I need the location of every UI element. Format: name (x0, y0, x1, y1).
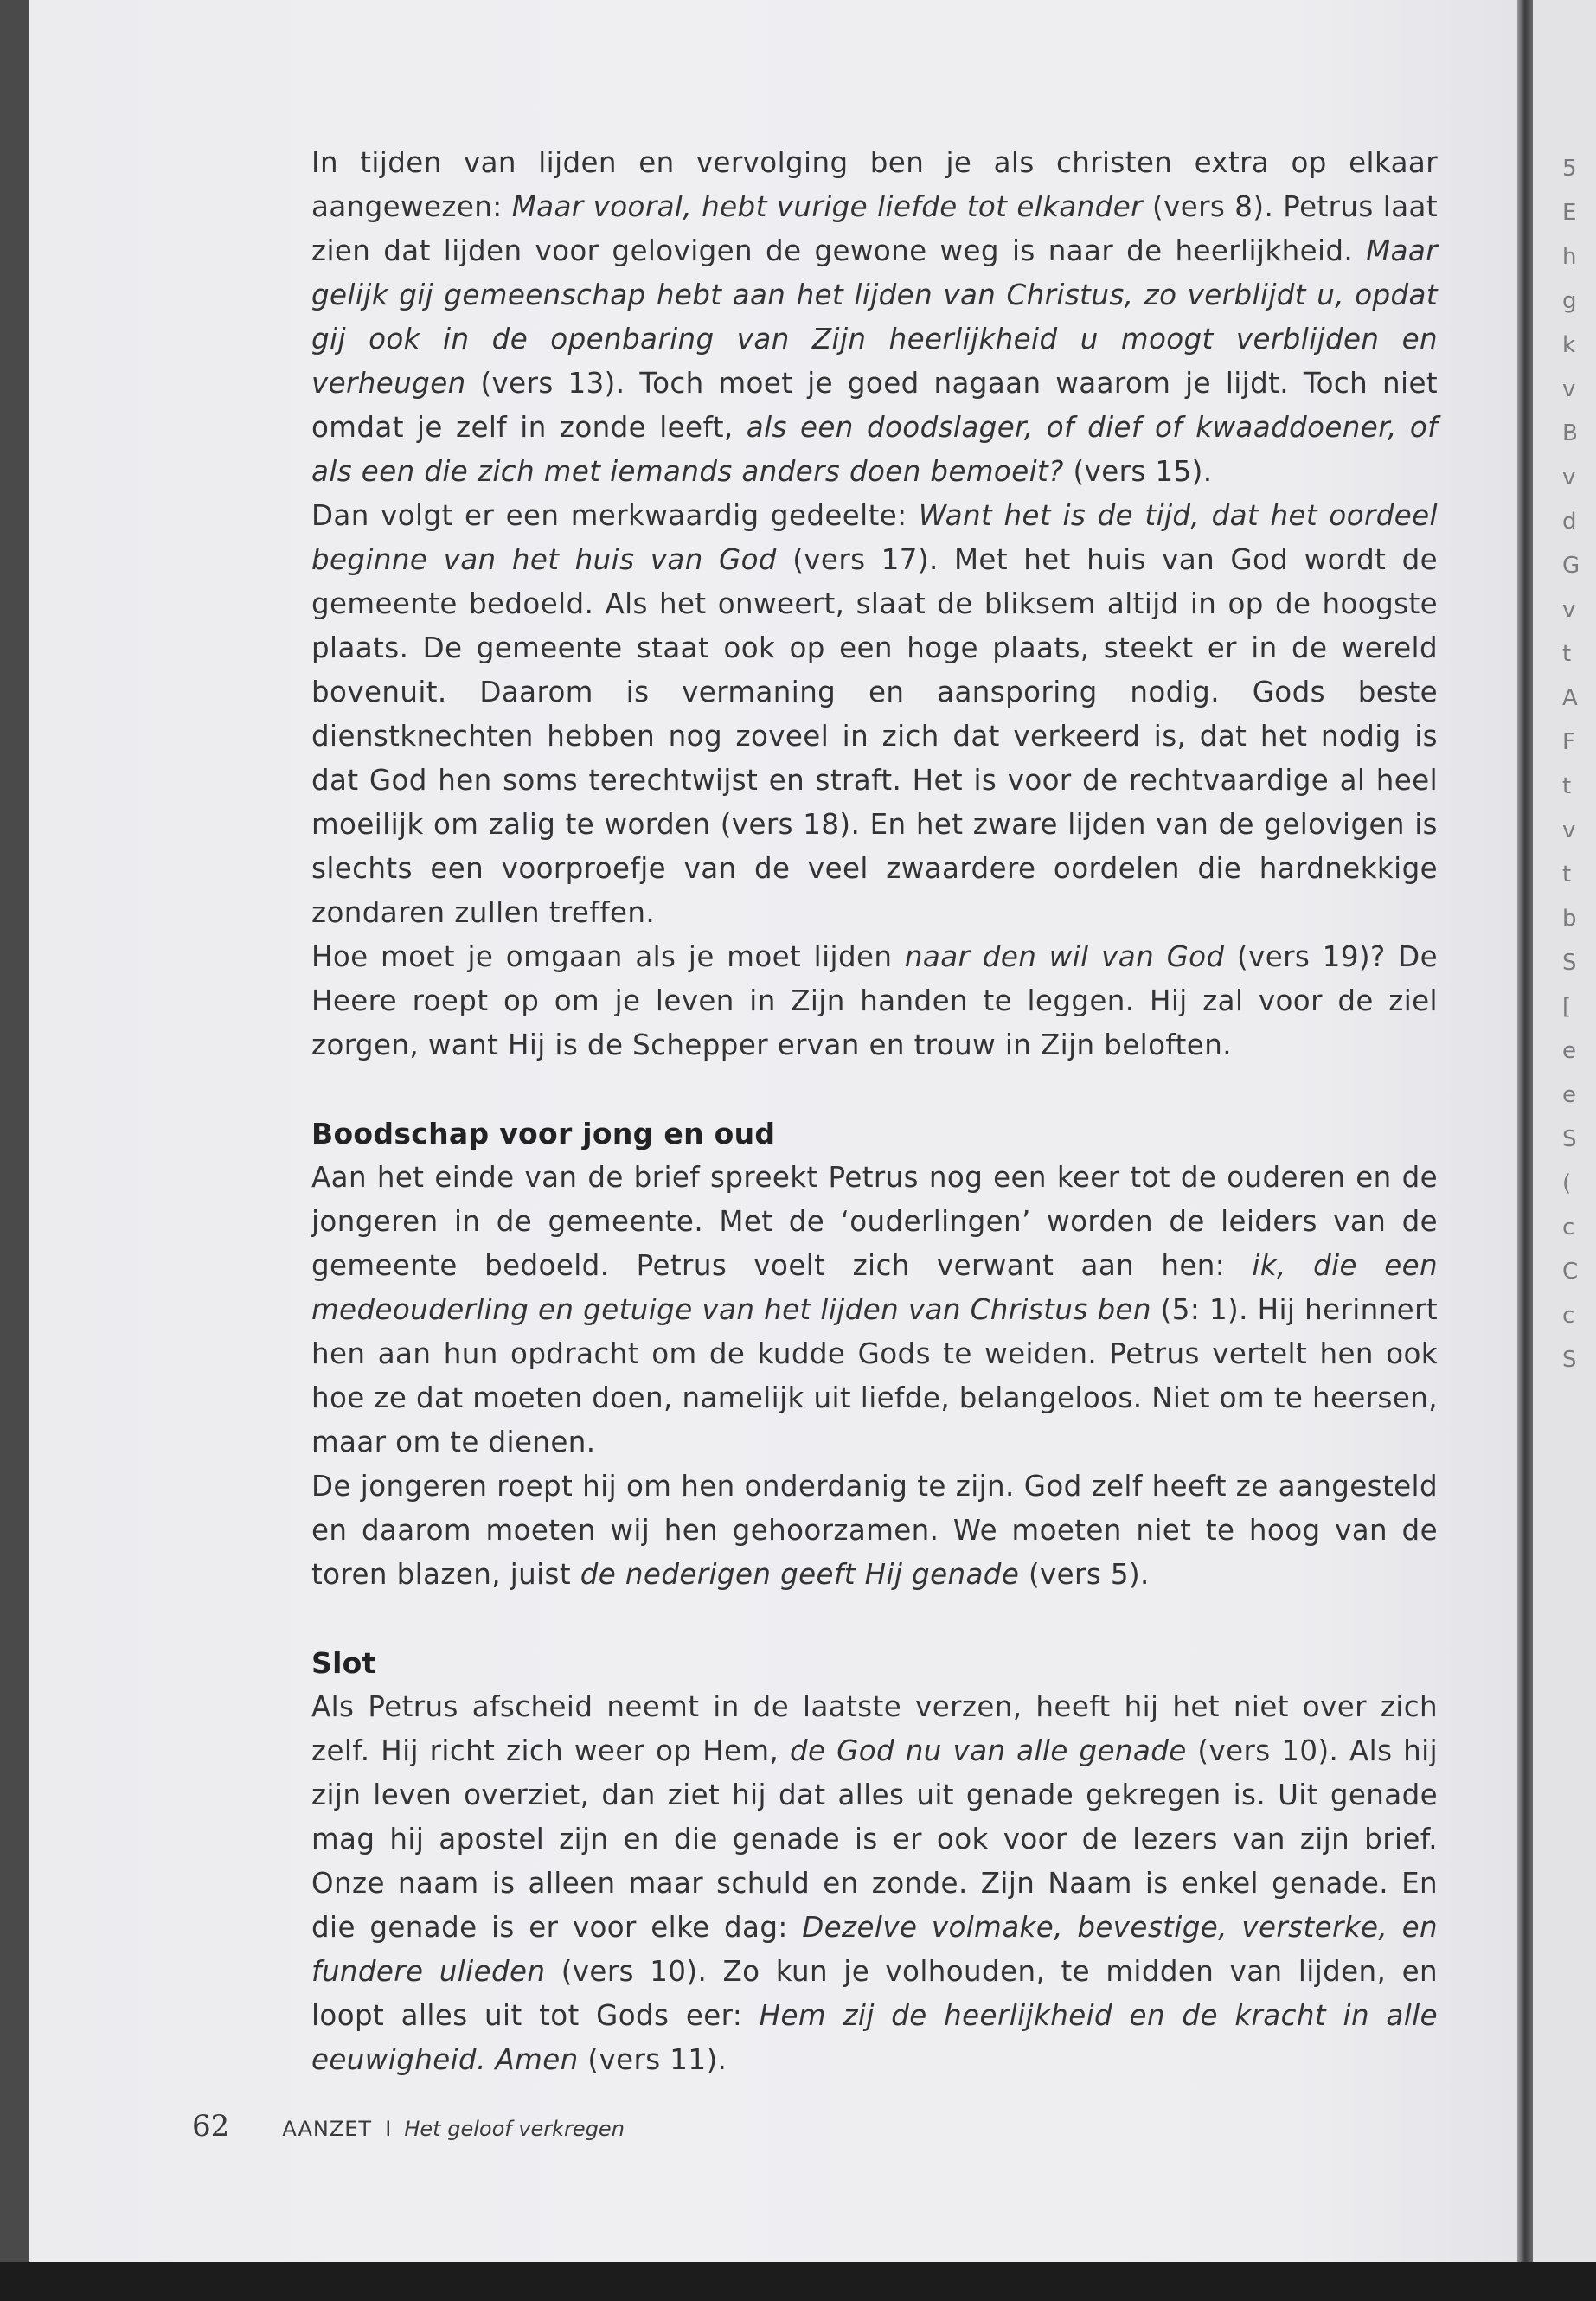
edge-letter: F (1562, 729, 1575, 755)
scripture-quote: Want het is de tijd, dat het oordeel beginne van het huis van God (311, 499, 1438, 576)
edge-letter: c (1562, 1215, 1575, 1240)
edge-letter: b (1562, 906, 1577, 932)
edge-letter: 5 (1562, 156, 1577, 182)
next-page-edge-letters (1562, 147, 1590, 1382)
book-gutter (1517, 0, 1533, 2301)
edge-letter: t (1562, 641, 1572, 667)
edge-letter: e (1562, 1038, 1576, 1064)
edge-letter: S (1562, 950, 1577, 976)
scripture-quote: naar den wil van God (904, 940, 1225, 973)
edge-letter: d (1562, 509, 1577, 535)
edge-letter: E (1562, 200, 1577, 226)
edge-letter: A (1562, 685, 1578, 711)
edge-letter: v (1562, 817, 1576, 843)
edge-letter: ( (1562, 1170, 1572, 1196)
edge-letter: v (1562, 376, 1576, 402)
edge-letter: v (1562, 597, 1576, 623)
scan-left-margin (0, 0, 29, 2301)
edge-letter: t (1562, 773, 1572, 799)
paragraph-2: Dan volgt er een merkwaardig gedeelte: Want het is de tijd, dat het oordeel beginne van het huis van God (vers 17). Met het huis van God wordt de gemeente bedoeld. Als het onweert, slaat de bliksem altijd in op de hoogste plaats. De gemeente staat ook op een hoge plaats, steekt er in de wereld bovenuit. Daarom is vermaning en aansporing nodig. Gods beste dienstknechten hebben nog zoveel in zich dat verkeerd is, dat het nodig is dat God hen soms terechtwijst en straft. Het is voor de rechtvaardige al heel moeilijk om zalig te worden (vers 18). En het zware lijden van de gelovigen is slechts een voorproefje van de veel zwaardere oordelen die hardnekkige zondaren zullen treffen. (311, 499, 1438, 929)
paragraph-4: Aan het einde van de brief spreekt Petrus nog een keer tot de ouderen en de jongeren in de gemeente. Met de ‘ouderlingen’ worden de leiders van de gemeente bedoeld. Petrus voelt zich verwant aan hen: ik, die een medeouderling en getuige van het lijden van Christus ben (5: 1). Hij herinnert hen aan hun opdracht om de kudde Gods te weiden. Petrus vertelt hen ook hoe ze dat moeten doen, namelijk uit liefde, belangeloos. Niet om te heersen, maar om te dienen. (311, 1161, 1438, 1458)
scripture-quote: Maar gelijk gij gemeenschap hebt aan het lijden van Christus, zo verblijdt u, opdat gij ook in de openbaring van Zijn heerlijkheid u moogt verblijden en verheugen (311, 234, 1438, 400)
scripture-quote: ik, die een medeouderling en getuige van het lijden van Christus ben (311, 1249, 1438, 1326)
edge-letter: S (1562, 1347, 1577, 1373)
page-footer (192, 2109, 625, 2144)
paragraph-1: In tijden van lijden en vervolging ben je als christen extra op elkaar aangewezen: Maar vooral, hebt vurige liefde tot elkander (vers 8). Petrus laat zien dat lijden voor gelovigen de gewone weg is naar de heerlijkheid. Maar gelijk gij gemeenschap hebt aan het lijden van Christus, zo verblijdt u, opdat gij ook in de openbaring van Zijn heerlijkheid u moogt verblijden en verheugen (vers 13). Toch moet je goed nagaan waarom je lijdt. Toch niet omdat je zelf in zonde leeft, als een doodslager, of dief of kwaaddoener, of als een die zich met iemands anders doen bemoeit? (vers 15). (311, 146, 1439, 488)
scripture-quote: de nederigen geeft Hij genade (580, 1558, 1020, 1591)
edge-letter: t (1562, 862, 1572, 888)
section-heading-boodschap: Boodschap voor jong en oud (311, 1117, 776, 1150)
edge-letter: G (1562, 553, 1580, 579)
series-name: AANZET (282, 2117, 373, 2141)
scripture-quote: als een doodslager, of dief of kwaaddoener, of als een die zich met iemands anders doen bemoeit? (311, 411, 1439, 488)
edge-letter: [ (1562, 994, 1572, 1020)
edge-letter: g (1562, 288, 1577, 314)
scripture-quote: Maar vooral, hebt vurige liefde tot elkander (511, 190, 1143, 223)
edge-letter: v (1562, 465, 1576, 490)
scripture-quote: Dezelve volmake, bevestige, versterke, en fundere ulieden (311, 1911, 1438, 1988)
page-body (311, 141, 1438, 2082)
page-number: 62 (192, 2109, 230, 2144)
section-heading-slot: Slot (311, 1646, 376, 1680)
paragraph-3: Hoe moet je omgaan als je moet lijden naar den wil van God (vers 19)? De Heere roept op om je leven in Zijn handen te leggen. Hij zal voor de ziel zorgen, want Hij is de Schepper ervan en trouw in Zijn beloften. (311, 940, 1438, 1061)
book-title: Het geloof verkregen (404, 2117, 625, 2141)
paragraph-6: Als Petrus afscheid neemt in de laatste verzen, heeft hij het niet over zich zelf. Hij richt zich weer op Hem, de God nu van alle genade (vers 10). Als hij zijn leven overziet, dan ziet hij dat alles uit genade gekregen is. Uit genade mag hij apostel zijn en die genade is er ook voor de lezers van zijn brief. Onze naam is alleen maar schuld en zonde. Zijn Naam is enkel genade. En die genade is er voor elke dag: Dezelve volmake, bevestige, versterke, en fundere ulieden (vers 10). Zo kun je volhouden, te midden van lijden, en loopt alles uit tot Gods eer: Hem zij de heerlijkheid en de kracht in alle eeuwigheid. Amen (vers 11). (311, 1690, 1439, 2076)
section-gap (311, 1597, 1438, 1641)
edge-letter: S (1562, 1126, 1577, 1152)
paragraph-5: De jongeren roept hij om hen onderdanig te zijn. God zelf heeft ze aangesteld en daarom moeten wij hen gehoorzamen. We moeten niet te hoog van de toren blazen, juist de nederigen geeft Hij genade (vers 5). (311, 1470, 1438, 1591)
scan-bottom-edge (0, 2262, 1596, 2301)
scripture-quote: de God nu van alle genade (789, 1734, 1187, 1767)
edge-letter: C (1562, 1259, 1579, 1285)
section-gap (311, 1067, 1438, 1112)
edge-letter: e (1562, 1082, 1576, 1108)
edge-letter: B (1562, 420, 1578, 446)
edge-letter: h (1562, 244, 1577, 270)
edge-letter: k (1562, 332, 1576, 358)
edge-letter: c (1562, 1303, 1575, 1329)
footer-separator: I (385, 2117, 392, 2141)
scripture-quote: Hem zij de heerlijkheid en de kracht in alle eeuwigheid. Amen (311, 1999, 1438, 2076)
